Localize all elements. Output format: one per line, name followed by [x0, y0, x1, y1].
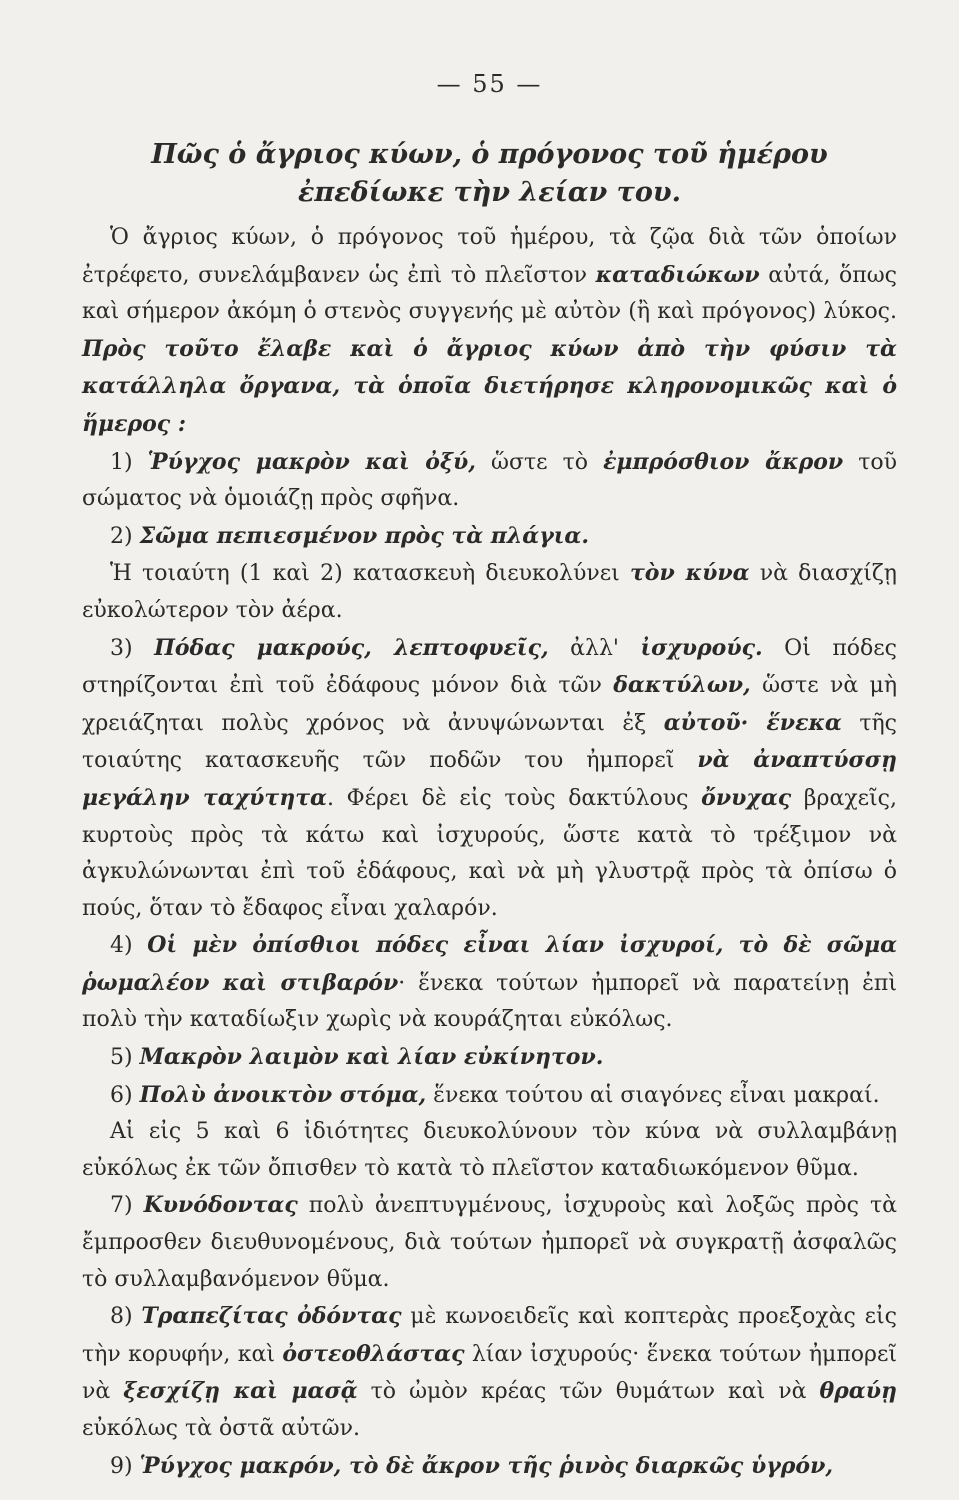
item-2: 2) Σῶμα πεπιεσμένον πρὸς τὰ πλάγια. [110, 522, 589, 549]
intro-paragraph: Ὁ ἄγριος κύων, ὁ πρόγονος τοῦ ἡμέρου, τὰ ζῷα διὰ τῶν ὁποίων ἐτρέφετο, συνελάμβανεν ὡς ἐπὶ τὸ πλεῖστον καταδιώκων αὐτά, ὅπως καὶ σήμερον ἀκόμη ὁ στενὸς συγγενής μὲ αὐτὸν (ἢ καὶ πρόγονος) λύκος. Πρὸς τοῦτο ἔλαβε καὶ ὁ ἄγριος κύων ἀπὸ τὴν φύσιν τὰ κατάλληλα ὄργανα, τὰ ὁποῖα διετήρησε κληρονομικῶς καὶ ὁ ἥμερος : [82, 225, 898, 437]
title-line-1: Πῶς ὁ ἄγριος κύων, ὁ πρόγονος τοῦ ἡμέρου [151, 139, 828, 170]
page-number: — 55 — [436, 70, 543, 98]
item-7: 7) Κυνόδοντας πολὺ ἀνεπτυγμένους, ἰσχυροὺς καὶ λοξῶς πρὸς τὰ ἔμπροσθεν διευθυνομένους, διὰ τούτων ἠμπορεῖ νὰ συγκρατῇ ἀσφαλῶς τὸ συλλαμβανόμενον θῦμα. [82, 1192, 898, 1292]
chapter-title [82, 136, 897, 212]
body-text [82, 220, 897, 1485]
title-line-2: ἐπεδίωκε τὴν λείαν του. [298, 177, 681, 208]
item-8: 8) Τραπεζίτας ὀδόντας μὲ κωνοειδεῖς καὶ κοπτερὰς προεξοχὰς εἰς τὴν κορυφήν, καὶ ὀστεοθλάστας λίαν ἰσχυρούς· ἕνεκα τούτων ἠμπορεῖ νὰ ξεσχίζῃ καὶ μασᾷ τὸ ὠμὸν κρέας τῶν θυμάτων καὶ νὰ θραύῃ εὐκόλως τὰ ὀστᾶ αὐτῶν. [82, 1303, 897, 1441]
item-9: 9) Ῥύγχος μακρόν, τὸ δὲ ἄκρον τῆς ῥινὸς διαρκῶς ὑγρόν, [110, 1452, 833, 1479]
item-6-note: Αἱ εἰς 5 καὶ 6 ἰδιότητες διευκολύνουν τὸν κύνα νὰ συλλαμβάνῃ εὐκόλως ἐκ τῶν ὄπισθεν τὸ κατὰ τὸ πλεῖστον καταδιωκόμενον θῦμα. [82, 1119, 897, 1181]
item-6: 6) Πολὺ ἀνοικτὸν στόμα, ἕνεκα τούτου αἱ σιαγόνες εἶναι μακραί. [110, 1081, 880, 1108]
item-4: 4) Οἱ μὲν ὀπίσθιοι πόδες εἶναι λίαν ἰσχυροί, τὸ δὲ σῶμα ῥωμαλέον καὶ στιβαρόν· ἕνεκα τούτων ἠμπορεῖ νὰ παρατείνῃ ἐπὶ πολὺ τὴν καταδίωξιν χωρὶς νὰ κουράζηται εὐκόλως. [82, 932, 898, 1033]
item-1: 1) Ῥύγχος μακρὸν καὶ ὀξύ, ὥστε τὸ ἐμπρόσθιον ἄκρον τοῦ σώματος νὰ ὁμοιάζῃ πρὸς σφῆνα. [82, 448, 897, 512]
item-2-note: Ἡ τοιαύτη (1 καὶ 2) κατασκευὴ διευκολύνει τὸν κύνα νὰ διασχίζῃ εὐκολώτερον τὸν ἀέρα. [82, 560, 897, 623]
item-3: 3) Πόδας μακρούς, λεπτοφυεῖς, ἀλλ' ἰσχυρούς. Οἱ πόδες στηρίζονται ἐπὶ τοῦ ἐδάφους μόνον διὰ τῶν δακτύλων, ὥστε νὰ μὴ χρειάζηται πολὺς χρόνος νὰ ἀνυψώνωνται ἐξ αὐτοῦ· ἕνεκα τῆς τοιαύτης κατασκευῆς τῶν ποδῶν του ἠμπορεῖ νὰ ἀναπτύσσῃ μεγάλην ταχύτητα. Φέρει δὲ εἰς τοὺς δακτύλους ὄνυχας βραχεῖς, κυρτοὺς πρὸς τὰ κάτω καὶ ἰσχυρούς, ὥστε κατὰ τὸ τρέξιμον νὰ ἀγκυλώνωνται ἐπὶ τοῦ ἐδάφους, καὶ νὰ μὴ γλυστρᾷ πρὸς τὰ ὀπίσω ὁ πούς, ὅταν τὸ ἔδαφος εἶναι χαλαρόν. [82, 634, 898, 921]
item-5: 5) Μακρὸν λαιμὸν καὶ λίαν εὐκίνητον. [110, 1044, 604, 1071]
